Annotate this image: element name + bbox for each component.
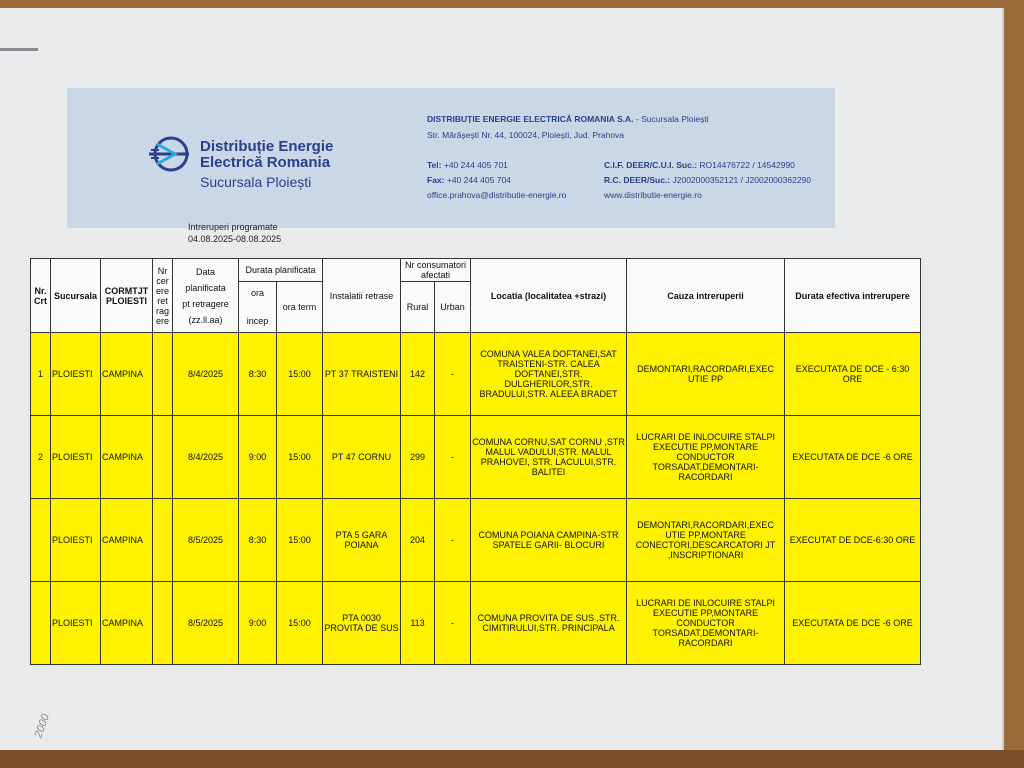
cell-locatia: COMUNA PROVITA DE SUS ,STR. CIMITIRULUI,STR. PRINCIPALA <box>471 582 627 665</box>
outage-table <box>30 258 921 665</box>
cell-data: 8/4/2025 <box>173 333 239 416</box>
header-urban: Urban <box>435 282 471 333</box>
header-row-1 <box>31 259 921 282</box>
header-nr-cereri: Nr cer ere ret rag ere <box>153 259 173 333</box>
cell-nr <box>31 582 51 665</box>
table-row <box>31 416 921 499</box>
header-rural: Rural <box>401 282 435 333</box>
cell-locatia: COMUNA VALEA DOFTANEI,SAT TRAISTENI-STR. CALEA DOFTANEI,STR. DULGHERILOR,STR. BRADULUI,STR. ALEEA BRADET <box>471 333 627 416</box>
email-address: office.prahova@distributie-energie.ro <box>427 190 567 200</box>
cell-ora-term: 15:00 <box>277 416 323 499</box>
caption-period: 04.08.2025-08.08.2025 <box>188 234 282 244</box>
cell-data: 8/5/2025 <box>173 582 239 665</box>
cell-instalatii: PTA 0030 PROVITA DE SUS <box>323 582 401 665</box>
fax-line <box>427 175 511 185</box>
desk-surface <box>0 750 1024 768</box>
cell-data: 8/4/2025 <box>173 416 239 499</box>
cell-ora-term: 15:00 <box>277 333 323 416</box>
cell-ora-incep: 9:00 <box>239 582 277 665</box>
header-ora-incep-line2: incep <box>246 316 269 326</box>
cell-rural: 204 <box>401 499 435 582</box>
cell-cauza: LUCRARI DE INLOCUIRE STALPI EXECUTIE PP,MONTARE CONDUCTOR TORSADAT,DEMONTARI-RACORDARI <box>627 416 785 499</box>
cell-durata-efectiva: EXECUTAT DE DCE-6:30 ORE <box>785 499 921 582</box>
company-name-line <box>427 114 709 124</box>
cell-urban: - <box>435 582 471 665</box>
header-instalatii: Instalatii retrase <box>323 259 401 333</box>
header-sucursala: Sucursala <box>51 259 101 333</box>
header-data-line1: Data <box>195 266 215 277</box>
cell-cormtjt: CAMPINA <box>101 333 153 416</box>
cell-cormtjt: CAMPINA <box>101 582 153 665</box>
header-ora-incep <box>239 282 277 333</box>
cell-nr-cereri <box>153 416 173 499</box>
header-data-line3: pt retragere <box>182 298 229 309</box>
company-name: DISTRIBUȚIE ENERGIE ELECTRICĂ ROMANIA S.A. <box>427 114 634 124</box>
cell-sucursala: PLOIESTI <box>51 416 101 499</box>
cell-ora-incep: 9:00 <box>239 416 277 499</box>
tel-label: Tel: <box>427 160 442 170</box>
rc-value: J2002000352121 / J2002000362290 <box>672 175 811 185</box>
header-data-line2: planificata <box>185 282 226 293</box>
cell-urban: - <box>435 416 471 499</box>
cell-nr: 1 <box>31 333 51 416</box>
header-locatia: Locatia (localitatea +strazi) <box>471 259 627 333</box>
cell-cauza: DEMONTARI,RACORDARI,EXEC UTIE PP,MONTARE CONECTORI,DESCARCATORI JT ,INSCRIPTIONARI <box>627 499 785 582</box>
cell-ora-incep: 8:30 <box>239 499 277 582</box>
cif-value: RO14476722 / 14542990 <box>699 160 795 170</box>
cell-urban: - <box>435 333 471 416</box>
cell-nr: 2 <box>31 416 51 499</box>
cell-locatia: COMUNA CORNU,SAT CORNU ,STR MALUL VADULUI,STR. MALUL PRAHOVEI, STR. LACULUI,STR. BALITEI <box>471 416 627 499</box>
cell-durata-efectiva: EXECUTATA DE DCE - 6:30 ORE <box>785 333 921 416</box>
cell-nr-cereri <box>153 582 173 665</box>
cell-data: 8/5/2025 <box>173 499 239 582</box>
header-ora-term: ora term <box>277 282 323 333</box>
cell-rural: 113 <box>401 582 435 665</box>
table-row <box>31 582 921 665</box>
table-row <box>31 499 921 582</box>
cell-cormtjt: CAMPINA <box>101 499 153 582</box>
cell-nr-cereri <box>153 499 173 582</box>
header-cormtjt: CORMTJT PLOIESTI <box>101 259 153 333</box>
paper-clip <box>0 48 38 51</box>
paper-sheet <box>0 8 1004 750</box>
rc-label: R.C. DEER/Suc.: <box>604 175 671 185</box>
table-row <box>31 333 921 416</box>
cell-ora-term: 15:00 <box>277 582 323 665</box>
cell-durata-efectiva: EXECUTATA DE DCE -6 ORE <box>785 582 921 665</box>
header-data <box>173 259 239 333</box>
logo-text-line1: Distribuție Energie <box>200 138 334 155</box>
cell-nr <box>31 499 51 582</box>
cell-ora-term: 15:00 <box>277 499 323 582</box>
header-nr-crt: Nr. Crt <box>31 259 51 333</box>
cell-ora-incep: 8:30 <box>239 333 277 416</box>
logo-text-line3: Sucursala Ploiești <box>200 174 312 190</box>
cell-sucursala: PLOIESTI <box>51 499 101 582</box>
header-durata-efectiva: Durata efectiva intrerupere <box>785 259 921 333</box>
fax-number: +40 244 405 704 <box>446 175 511 185</box>
header-data-line4: (zz.ll.aa) <box>188 314 223 325</box>
caption-title: Intreruperi programate <box>188 222 278 232</box>
cell-rural: 142 <box>401 333 435 416</box>
cell-nr-cereri <box>153 333 173 416</box>
handwritten-note: 2000 <box>32 712 53 740</box>
cif-line <box>604 160 795 170</box>
cell-sucursala: PLOIESTI <box>51 333 101 416</box>
header-durata: Durata planificata <box>239 259 323 282</box>
header-ora-incep-line1: ora <box>250 288 264 298</box>
header-cauza: Cauza intreruperii <box>627 259 785 333</box>
cell-instalatii: PT 37 TRAISTENI <box>323 333 401 416</box>
fax-label: Fax: <box>427 175 445 185</box>
company-logo-icon <box>145 132 193 176</box>
rc-line <box>604 175 811 185</box>
header-nr-consumatori: Nr consumatori afectati <box>401 259 471 282</box>
cell-cauza: LUCRARI DE INLOCUIRE STALPI EXECUTIE PP,MONTARE CONDUCTOR TORSADAT,DEMONTARI-RACORDARI <box>627 582 785 665</box>
cif-label: C.I.F. DEER/C.U.I. Suc.: <box>604 160 698 170</box>
cell-cauza: DEMONTARI,RACORDARI,EXEC UTIE PP <box>627 333 785 416</box>
tel-number: +40 244 405 701 <box>443 160 508 170</box>
branch-name: - Sucursala Ploiești <box>633 114 709 124</box>
cell-instalatii: PTA 5 GARA POIANA <box>323 499 401 582</box>
company-address: Str. Mărășești Nr. 44, 100024, Ploiești, Jud. Prahova <box>427 130 625 140</box>
cell-durata-efectiva: EXECUTATA DE DCE -6 ORE <box>785 416 921 499</box>
cell-sucursala: PLOIESTI <box>51 582 101 665</box>
cell-locatia: COMUNA POIANA CAMPINA-STR SPATELE GARII- BLOCURI <box>471 499 627 582</box>
logo-text-line2: Electrică Romania <box>200 154 331 171</box>
tel-line <box>427 160 508 170</box>
cell-urban: - <box>435 499 471 582</box>
cell-cormtjt: CAMPINA <box>101 416 153 499</box>
cell-instalatii: PT 47 CORNU <box>323 416 401 499</box>
letterhead-banner <box>67 88 835 228</box>
website: www.distributie-energie.ro <box>604 190 702 200</box>
cell-rural: 299 <box>401 416 435 499</box>
